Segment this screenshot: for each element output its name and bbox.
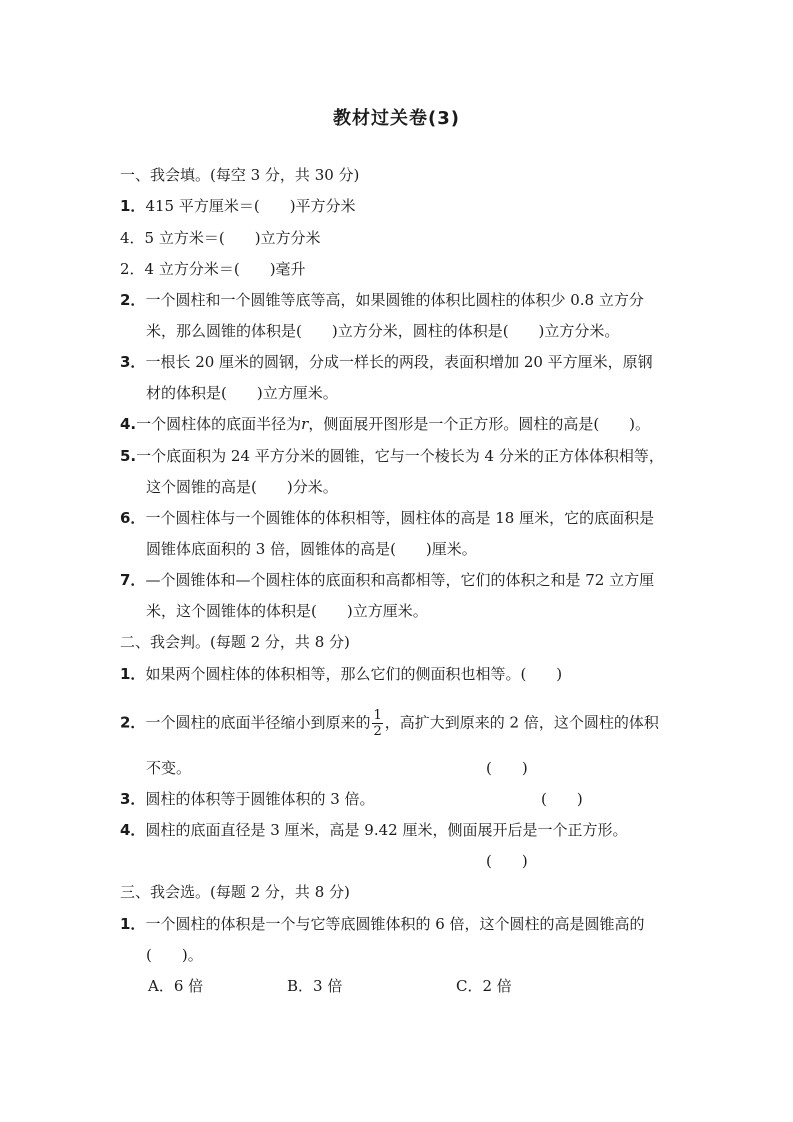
option-b: B．3 倍 [287, 977, 343, 995]
section-heading-judge: 二、我会判。(每题 2 分，共 8 分) [120, 633, 350, 651]
question-1-4 [120, 414, 650, 434]
question-1-1c: 2．4 立方分米＝( )毫升 [120, 260, 306, 278]
question-number: 1． [120, 197, 146, 215]
question-3-1-cont: ( )。 [146, 946, 203, 964]
section-heading-fill: 一、我会填。(每空 3 分，共 30 分) [120, 166, 360, 184]
question-2-4 [120, 820, 627, 840]
question-number: 1． [120, 665, 146, 683]
question-1-7-cont: 米，这个圆锥体的体积是( )立方厘米。 [146, 602, 428, 620]
question-text: 圆柱的体积等于圆锥体积的 3 倍。 [145, 790, 375, 808]
question-text: 一个圆柱和一个圆锥等底等高，如果圆锥的体积比圆柱的体积少 0.8 立方分 [145, 291, 644, 309]
question-number: 4. [120, 415, 137, 433]
question-1-7 [120, 570, 654, 590]
fraction-one-half [372, 708, 382, 739]
question-text: ，高扩大到原来的 2 倍，这个圆柱的体积 [384, 713, 659, 732]
option-c: C．2 倍 [456, 977, 512, 995]
question-1-5 [120, 446, 664, 466]
section-heading-choose: 三、我会选。(每题 2 分，共 8 分) [120, 883, 350, 901]
answer-paren: ( ) [541, 790, 583, 808]
question-number: 2． [120, 291, 146, 309]
question-2-3 [120, 789, 375, 809]
question-number: 7． [120, 571, 146, 589]
question-3-1 [120, 914, 645, 934]
question-number: 3． [120, 790, 146, 808]
question-number: 3． [120, 353, 146, 371]
question-text: 415 平方厘米＝( )平方分米 [145, 197, 356, 215]
answer-paren: ( ) [486, 759, 528, 777]
question-1-5-cont: 这个圆锥的高是( )分米。 [146, 478, 338, 496]
question-2-1 [120, 664, 562, 684]
question-text: 圆柱的底面直径是 3 厘米，高是 9.42 厘米，侧面展开后是一个正方形。 [145, 821, 628, 839]
question-1-2-cont: 米，那么圆锥的体积是( )立方分米，圆柱的体积是( )立方分米。 [146, 322, 620, 340]
question-number: 5. [120, 447, 137, 465]
question-text: 一个圆柱的体积是一个与它等底圆锥体积的 6 倍，这个圆柱的高是圆锥高的 [145, 915, 645, 933]
question-text: 如果两个圆柱体的体积相等，那么它们的侧面积也相等。( ) [145, 665, 563, 683]
page-title: 教材过关卷(3) [333, 108, 460, 129]
fraction-denominator: 2 [373, 724, 382, 739]
question-number: 1． [120, 915, 146, 933]
question-text: —个圆锥体和—个圆柱体的底面积和高都相等，它们的体积之和是 72 立方厘 [145, 571, 655, 589]
variable-r: r [301, 415, 309, 433]
question-text: 一根长 20 厘米的圆钢，分成一样长的两段，表面积增加 20 平方厘米，原钢 [145, 353, 653, 371]
fraction-numerator: 1 [373, 708, 382, 723]
question-number: 2． [120, 713, 146, 732]
question-1-1b: 4．5 立方米＝( )立方分米 [120, 229, 321, 247]
question-text: 一个圆柱的底面半径缩小到原来的 [145, 713, 371, 732]
question-text: ，侧面展开图形是一个正方形。圆柱的高是( )。 [308, 415, 651, 433]
question-text: 一个圆柱体的底面半径为 [136, 415, 302, 433]
question-1-6-cont: 圆锥体底面积的 3 倍，圆锥体的高是( )厘米。 [146, 540, 477, 558]
question-number: 4． [120, 821, 146, 839]
question-1-2 [120, 290, 644, 310]
option-a: A．6 倍 [148, 977, 204, 995]
question-number: 6． [120, 509, 146, 527]
question-1-3 [120, 352, 653, 372]
question-1-3-cont: 材的体积是( )立方厘米。 [146, 384, 338, 402]
question-text: 一个圆柱体与一个圆锥体的体积相等，圆柱体的高是 18 厘米，它的底面积是 [145, 509, 655, 527]
question-2-2-cont: 不变。 [146, 759, 192, 777]
answer-paren: ( ) [486, 852, 528, 870]
question-text: 一个底面积为 24 平方分米的圆锥，它与一个棱长为 4 分米的正方体体积相等， [136, 447, 664, 465]
question-1-1 [120, 196, 356, 216]
question-2-2 [120, 708, 659, 739]
question-1-6 [120, 508, 654, 528]
